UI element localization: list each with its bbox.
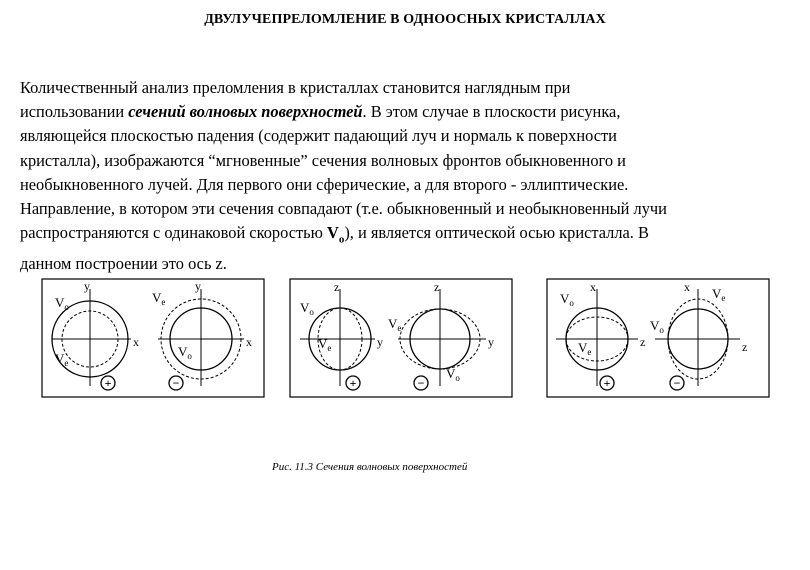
svg-text:+: + — [603, 376, 611, 390]
axis-label-y: y — [84, 279, 90, 293]
para-line-1: Количественный анализ преломления в кристаллах становится наглядным при — [20, 78, 571, 97]
label-vo: $V_o$ — [55, 295, 69, 312]
svg-text:−: − — [172, 376, 180, 390]
label-ve: $V_e$ — [318, 336, 332, 353]
label-vo: $V_o$ — [560, 291, 574, 308]
para-line-8: данном построении это ось z. — [20, 253, 227, 273]
label-ve: $V_e$ — [152, 290, 166, 307]
para-line-3: являющейся плоскостью падения (содержит падающий луч и нормаль к поверхности — [20, 126, 617, 146]
svg-text:−: − — [417, 376, 425, 390]
axis-label-y: y — [377, 335, 383, 349]
axis-label-z: z — [334, 280, 340, 294]
para-line-5: необыкновенного лучей. Для первого они сферические, а для второго - эллиптические. — [20, 174, 629, 194]
panel-2-right-diagram — [388, 280, 494, 390]
panel-1-right-diagram — [152, 279, 252, 390]
axis-label-z: z — [742, 340, 748, 354]
svg-text:+: + — [349, 376, 357, 390]
panel-3-frame — [547, 279, 769, 397]
label-ve: $V_e$ — [712, 286, 726, 303]
label-ve: $V_e$ — [388, 316, 402, 333]
para-line-7: распространяются с одинаковой скоростью $V_o$), и является оптической осью кристалла. В — [20, 223, 649, 246]
axis-label-x: x — [246, 335, 252, 349]
axis-label-y: y — [195, 279, 201, 293]
panel-1-left-diagram — [52, 279, 139, 390]
panel-3-right-diagram — [650, 280, 747, 390]
label-ve: $V_e$ — [578, 340, 592, 357]
axis-label-z: z — [640, 335, 646, 349]
panel-2-left-diagram — [300, 280, 383, 390]
emphasis-term: сечений волновых поверхностей — [128, 102, 363, 122]
svg-text:+: + — [104, 376, 112, 390]
axis-label-x: x — [684, 280, 690, 294]
axis-label-z: z — [434, 280, 440, 294]
axis-label-y: y — [488, 335, 494, 349]
svg-text:−: − — [673, 376, 681, 390]
label-vo: $V_o$ — [650, 318, 664, 335]
label-ve: $V_e$ — [55, 351, 69, 368]
page-title: ДВУЛУЧЕПРЕЛОМЛЕНИЕ В ОДНООСНЫХ КРИСТАЛЛАХ — [204, 12, 606, 27]
label-vo: $V_o$ — [446, 366, 460, 383]
panel-3-left-diagram — [556, 280, 645, 390]
axis-label-x: x — [590, 280, 596, 294]
para-line-6: Направление, в котором эти сечения совпадают (т.е. обыкновенный и необыкновенный лучи — [20, 199, 667, 219]
label-vo: $V_o$ — [300, 300, 314, 317]
figure-caption: Рис. 11.3 Сечения волновых поверхностей — [272, 461, 468, 473]
para-line-4: кристалла), изображаются “мгновенные” сечения волновых фронтов обыкновенного и — [20, 150, 626, 170]
para-line-2: использовании сечений волновых поверхностей. В этом случае в плоскости рисунка, — [20, 102, 621, 122]
label-vo: $V_o$ — [178, 344, 192, 361]
axis-label-x: x — [133, 335, 139, 349]
